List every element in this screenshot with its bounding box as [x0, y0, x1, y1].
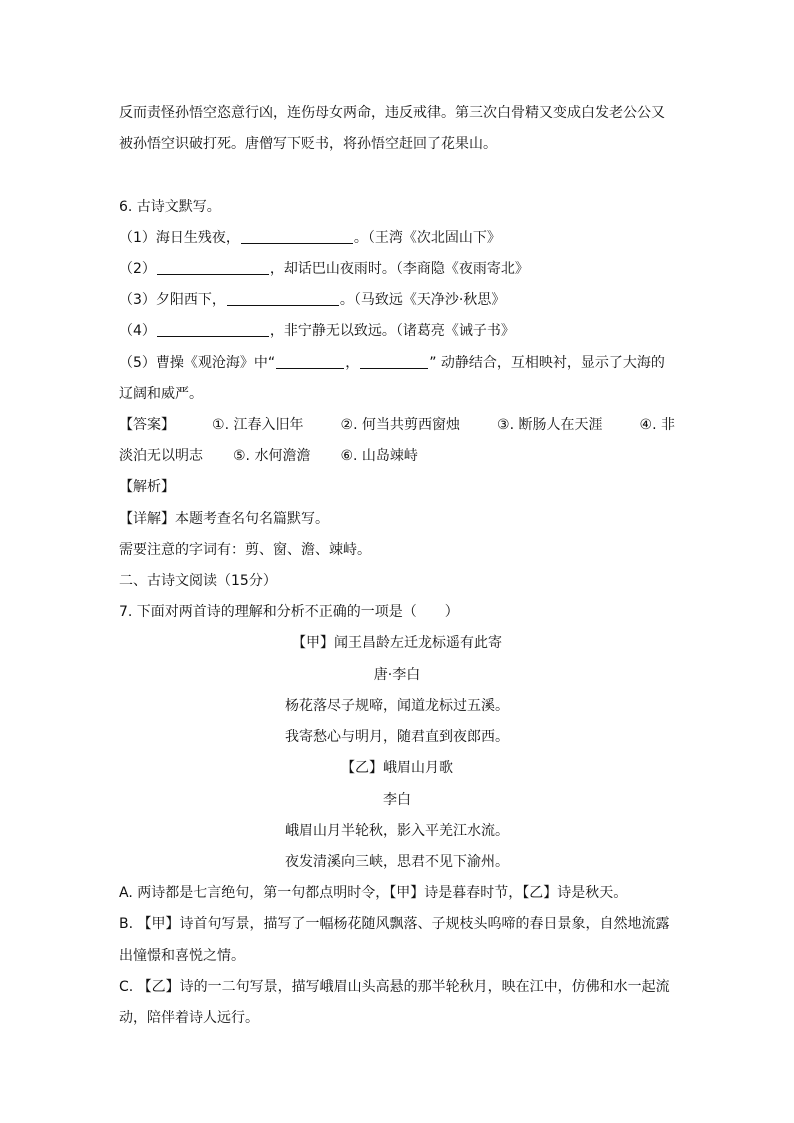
q6-item-1 — [119, 228, 501, 248]
section-2-title: 二、古诗文阅读（15分） — [119, 573, 277, 589]
analysis-label: 【解析】 — [119, 479, 175, 495]
answer-item: ④. 非 — [639, 417, 675, 433]
answer-line-2 — [119, 446, 418, 466]
item-number: （4） — [119, 323, 156, 339]
item-separator: ， — [345, 355, 360, 371]
poem-2-line-2: 夜发清溪向三峡，思君不见下渝州。 — [285, 854, 509, 870]
answer-line-1 — [119, 415, 675, 435]
item-number: （1） — [119, 230, 156, 246]
option-b-line-2: 出憧憬和喜悦之情。 — [119, 948, 245, 964]
intro-line-2: 被孙悟空识破打死。唐僧写下贬书，将孙悟空赶回了花果山。 — [119, 136, 497, 152]
answer-blank — [360, 354, 428, 369]
item-text-before: 夕阳西下， — [155, 292, 226, 308]
answer-blank — [157, 260, 269, 275]
answer-blank — [241, 229, 353, 244]
answer-item: ①. 江春入旧年 — [212, 417, 304, 433]
answer-blank — [227, 291, 339, 306]
answer-blank — [276, 354, 344, 369]
item-number: （3） — [119, 292, 156, 308]
q6-item-3 — [119, 290, 505, 310]
poem-2-title: 【乙】峨眉山月歌 — [341, 760, 453, 776]
q6-item-2 — [119, 259, 529, 279]
poem-1-line-1: 杨花落尽子规啼，闻道龙标过五溪。 — [285, 698, 509, 714]
option-a: A. 两诗都是七言绝句，第一句都点明时令，【甲】诗是暮春时节，【乙】诗是秋天。 — [119, 885, 628, 901]
q6-item-5-line-2: 辽阔和威严。 — [119, 386, 203, 402]
answer-blank — [157, 322, 269, 337]
answer-label: 【答案】 — [119, 417, 175, 433]
item-text-before: 海日生残夜， — [155, 230, 240, 246]
answer-item: ⑥. 山岛竦峙 — [340, 448, 418, 464]
item-number: （2） — [119, 261, 156, 277]
note-text: 需要注意的字词有：剪、窗、澹、竦峙。 — [119, 542, 371, 558]
item-text-before: 曹操《观沧海》中“ — [155, 355, 276, 371]
question-7-title: 7. 下面对两首诗的理解和分析不正确的一项是（ ） — [119, 604, 459, 620]
poem-2-author: 李白 — [383, 792, 411, 808]
poem-1-author: 唐·李白 — [373, 667, 421, 683]
answer-item: 淡泊无以明志 — [119, 448, 203, 464]
poem-1-line-2: 我寄愁心与明月，随君直到夜郎西。 — [285, 729, 509, 745]
item-text-after: ，却话巴山夜雨时。（李商隐《夜雨寄北》 — [269, 261, 529, 277]
answer-item: ⑤. 水何澹澹 — [233, 448, 311, 464]
question-6-title: 6. 古诗文默写。 — [119, 199, 221, 215]
poem-2-line-1: 峨眉山月半轮秋，影入平羌江水流。 — [285, 823, 509, 839]
item-text-after: 。（王湾《次北固山下》 — [353, 230, 501, 246]
item-text-after: 。（马致远《天净沙·秋思》 — [339, 292, 506, 308]
q6-item-5 — [119, 353, 665, 373]
option-c-line-1: C. 【乙】诗的一二句写景，描写峨眉山头高悬的那半轮秋月，映在江中，仿佛和水一起流 — [119, 979, 670, 995]
answer-item: ③. 断肠人在天涯 — [497, 417, 603, 433]
item-number: （5） — [119, 355, 156, 371]
poem-1-title: 【甲】闻王昌龄左迁龙标遥有此寄 — [292, 635, 502, 651]
q6-item-4 — [119, 321, 515, 341]
item-text-after: ” 动静结合，互相映衬，显示了大海的 — [429, 355, 665, 371]
intro-line-1: 反而责怪孙悟空恣意行凶，连伤母女两命，违反戒律。第三次白骨精又变成白发老公公又 — [119, 105, 665, 121]
item-text-after: ，非宁静无以致远。（诸葛亮《诫子书》 — [269, 323, 515, 339]
option-c-line-2: 动，陪伴着诗人远行。 — [119, 1010, 259, 1026]
answer-item: ②. 何当共剪西窗烛 — [340, 417, 460, 433]
option-b-line-1: B. 【甲】诗首句写景，描写了一幅杨花随风飘落、子规枝头呜啼的春日景象，自然地流露 — [119, 916, 670, 932]
detail-text: 【详解】本题考查名句名篇默写。 — [119, 511, 329, 527]
